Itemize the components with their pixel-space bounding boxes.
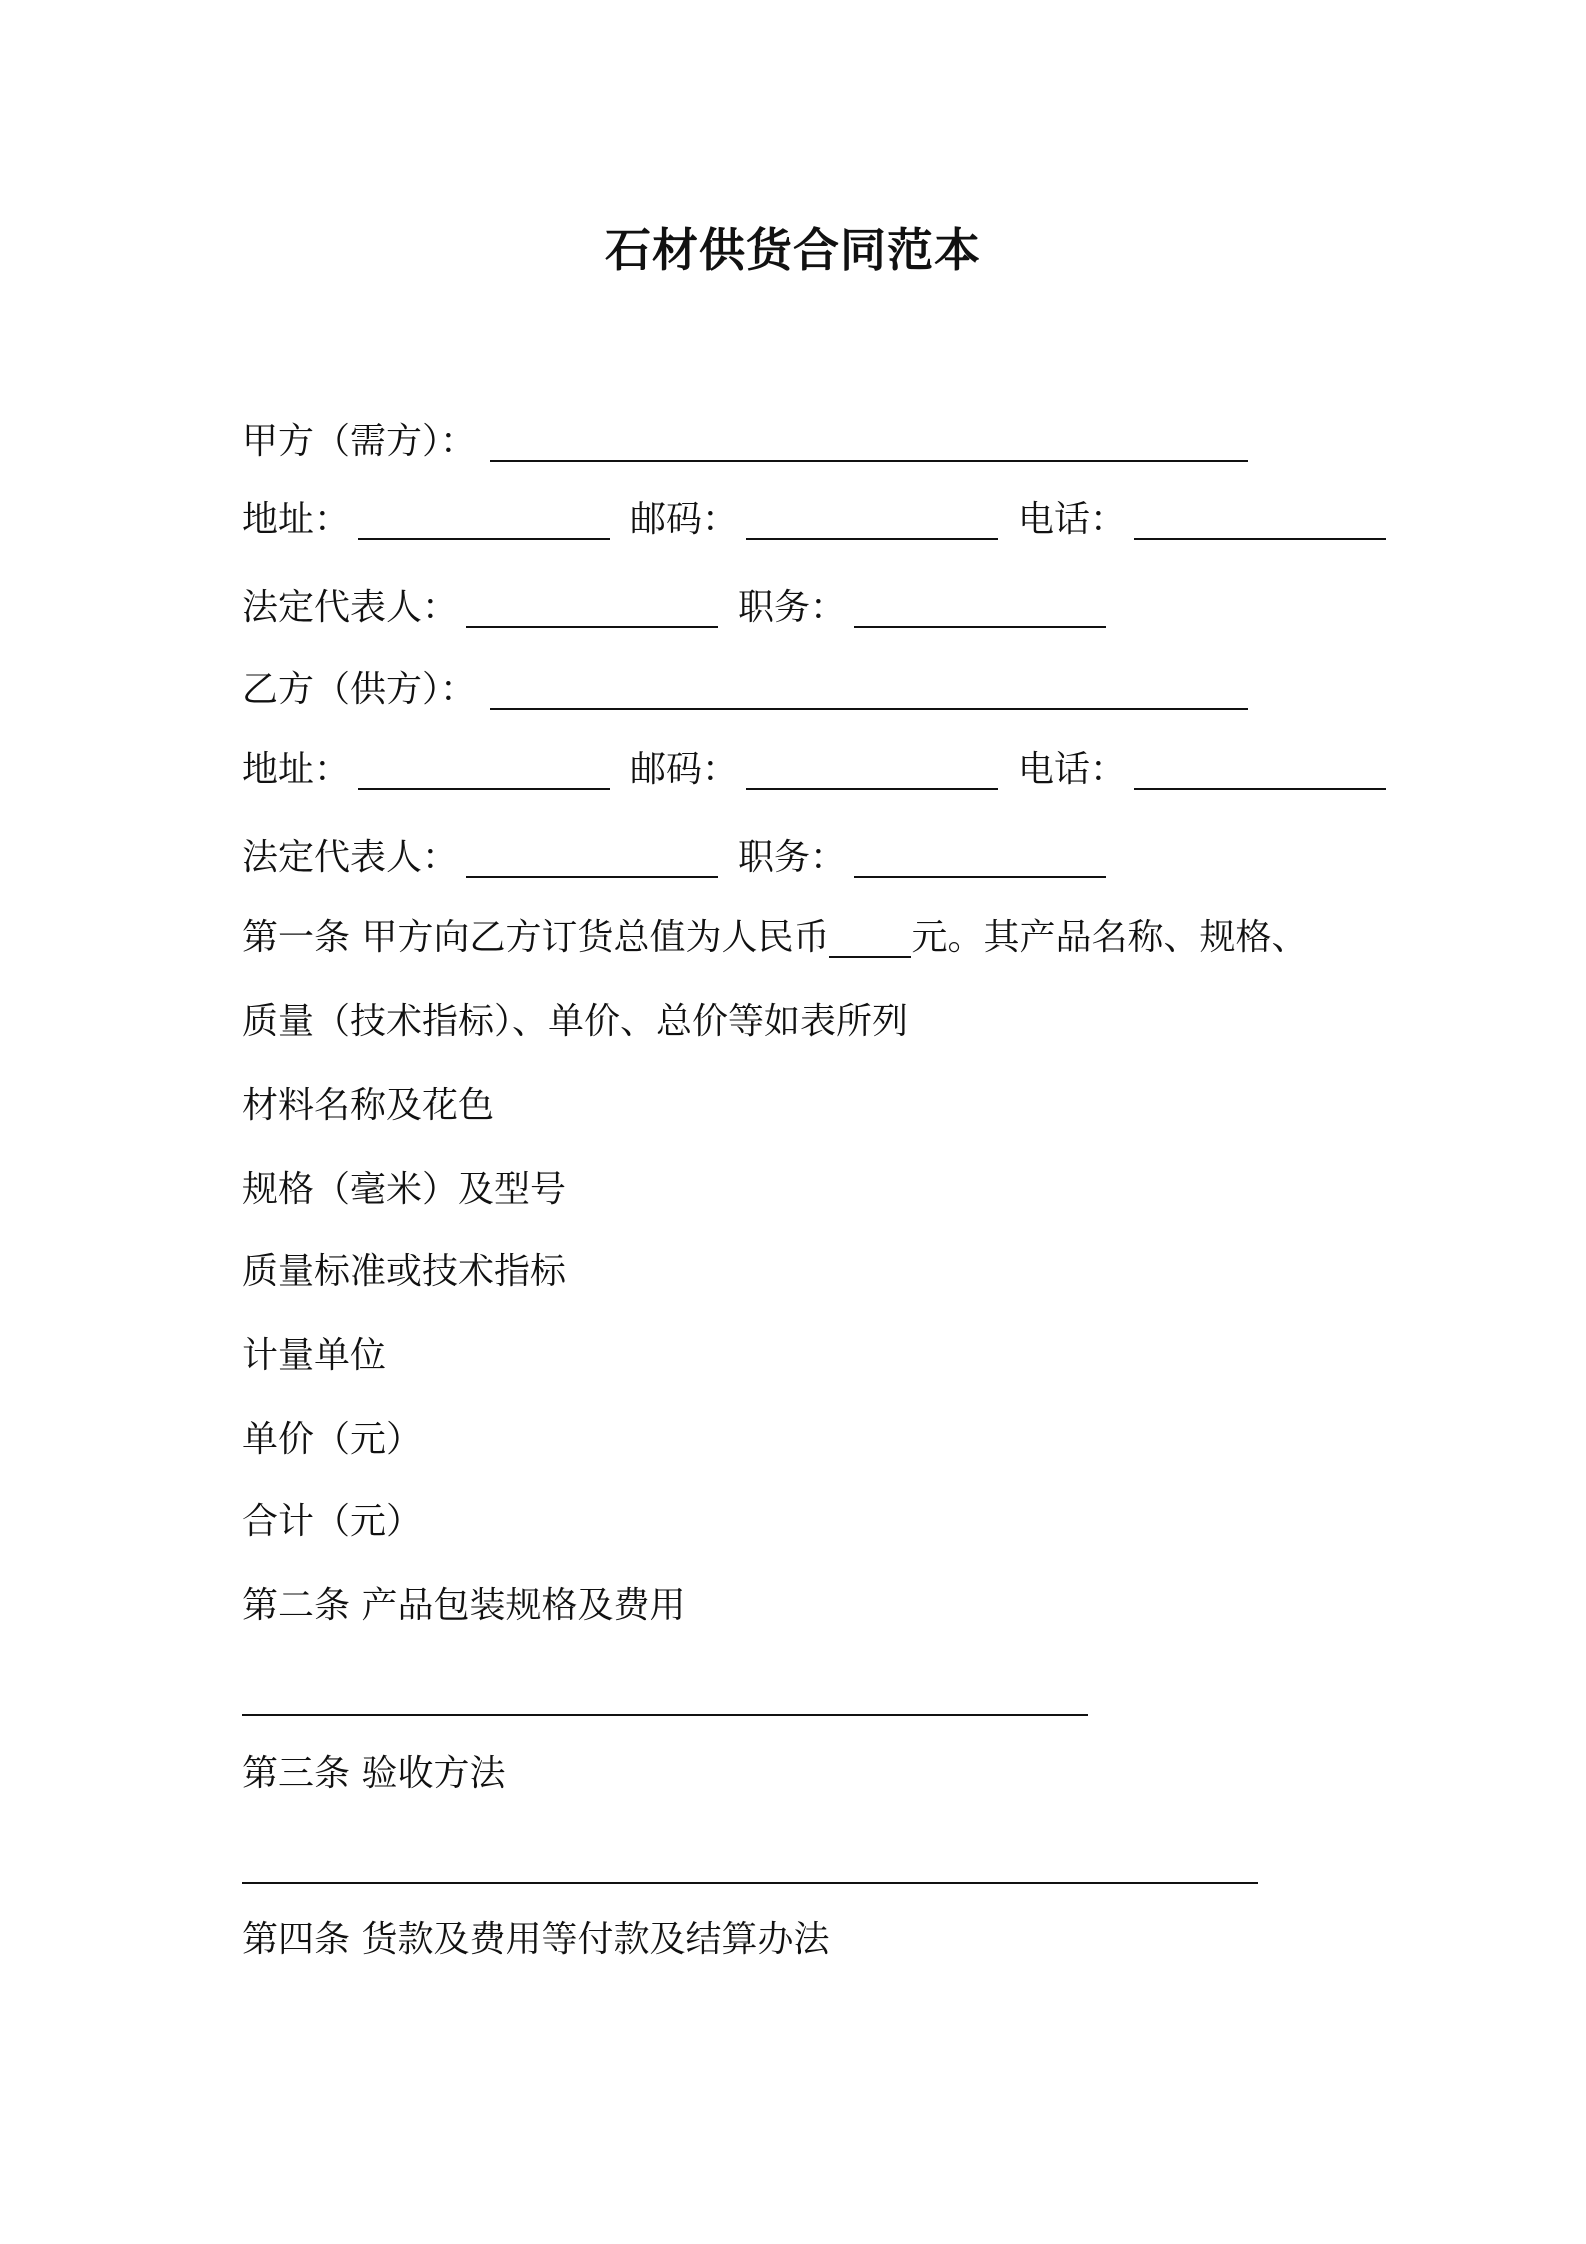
party-a-contact-line — [242, 498, 1386, 542]
party-b-contact-line — [242, 748, 1386, 792]
party-a-address-field[interactable] — [358, 538, 610, 540]
party-a-legal-rep-label: 法定代表人： — [242, 587, 459, 628]
list-item — [242, 1084, 494, 1128]
article-4-text: 第四条 货款及费用等付款及结算办法 — [242, 1919, 830, 1960]
article-2-text: 第二条 产品包装规格及费用 — [242, 1585, 686, 1626]
party-b-rep-line — [242, 836, 1106, 880]
article-3-heading — [242, 1752, 505, 1796]
party-b-legal-rep-label: 法定代表人： — [242, 837, 459, 878]
table-item-unit-price: 单价（元） — [242, 1419, 423, 1460]
party-a-postcode-field[interactable] — [746, 538, 998, 540]
document-title: 石材供货合同范本 — [605, 223, 981, 277]
party-b-phone-field[interactable] — [1134, 788, 1386, 790]
list-item — [242, 1250, 566, 1294]
article-1-line-1 — [242, 916, 1307, 960]
table-item-total: 合计（元） — [242, 1501, 423, 1542]
article-3-text: 第三条 验收方法 — [242, 1753, 506, 1794]
party-b-address-label: 地址： — [242, 749, 351, 790]
party-a-position-label: 职务： — [738, 587, 847, 628]
party-a-postcode-label: 邮码： — [630, 499, 739, 540]
party-b-postcode-field[interactable] — [746, 788, 998, 790]
party-b-line — [242, 668, 1248, 712]
article-1-suffix: 元。其产品名称、规格、 — [911, 917, 1308, 958]
party-b-label: 乙方（供方）： — [242, 669, 477, 710]
list-item — [242, 1500, 422, 1544]
article-2-fill-line[interactable] — [242, 1714, 1088, 1716]
list-item — [242, 1168, 566, 1212]
table-item-spec: 规格（毫米）及型号 — [242, 1169, 567, 1210]
party-b-address-field[interactable] — [358, 788, 610, 790]
party-a-legal-rep-field[interactable] — [466, 626, 718, 628]
party-b-name-field[interactable] — [490, 708, 1248, 710]
article-4-heading — [242, 1918, 829, 1962]
party-b-legal-rep-field[interactable] — [466, 876, 718, 878]
party-a-name-field[interactable] — [490, 460, 1248, 462]
party-a-address-label: 地址： — [242, 499, 351, 540]
party-a-label: 甲方（需方）： — [242, 421, 477, 462]
article-2-heading — [242, 1584, 685, 1628]
table-item-unit: 计量单位 — [242, 1335, 387, 1376]
party-a-phone-label: 电话： — [1018, 499, 1127, 540]
party-b-position-label: 职务： — [738, 837, 847, 878]
party-b-postcode-label: 邮码： — [630, 749, 739, 790]
party-a-position-field[interactable] — [854, 626, 1106, 628]
article-1-line-2-text: 质量（技术指标）、单价、总价等如表所列 — [242, 1001, 909, 1042]
party-a-phone-field[interactable] — [1134, 538, 1386, 540]
party-a-line — [242, 420, 1248, 464]
party-a-rep-line — [242, 586, 1106, 630]
article-1-line-2 — [242, 1000, 908, 1044]
table-item-quality: 质量标准或技术指标 — [242, 1251, 567, 1292]
list-item — [242, 1334, 386, 1378]
total-value-field[interactable] — [829, 956, 911, 958]
list-item — [242, 1418, 422, 1462]
party-b-position-field[interactable] — [854, 876, 1106, 878]
table-item-material: 材料名称及花色 — [242, 1085, 495, 1126]
article-3-fill-line[interactable] — [242, 1882, 1258, 1884]
party-b-phone-label: 电话： — [1018, 749, 1127, 790]
article-1-prefix: 第一条 甲方向乙方订货总值为人民币 — [242, 917, 830, 958]
